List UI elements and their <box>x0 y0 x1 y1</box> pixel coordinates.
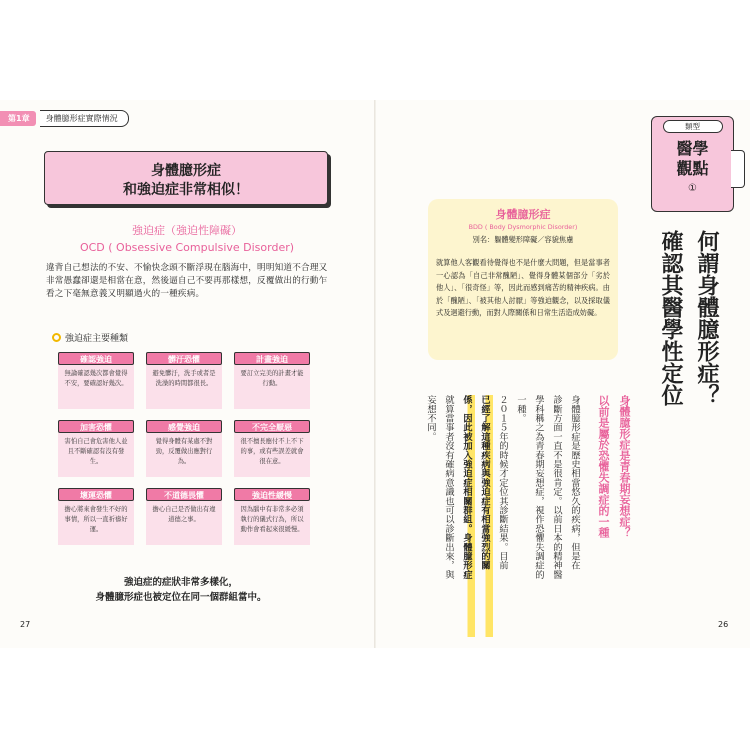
type-card-desc: 要訂立完美的計畫才能行動。 <box>240 370 304 387</box>
type-card-name: 強迫性緩慢 <box>234 488 310 501</box>
conclusion-line-2: 身體臆形症也被定位在同一個群組當中。 <box>95 592 267 603</box>
type-card <box>234 352 310 409</box>
subtitle-line-1: 身體臆形症是青春期妄想症？ <box>618 395 631 538</box>
type-card-desc: 無論確認幾次都會覺得不安，要確認好幾次。 <box>64 370 128 387</box>
conclusion-line-1: 強迫症的症狀非常多樣化， <box>123 577 238 588</box>
type-card-name: 髒汙恐懼 <box>146 352 222 365</box>
body-column-highlight: 係，因此被加入強迫症相關群組。身體臆形症 <box>458 395 475 637</box>
type-badge-label: 類型 <box>663 120 723 133</box>
type-card <box>58 488 134 545</box>
ocd-title-zh: 強迫症（強迫性障礙） <box>132 224 242 237</box>
subtitle-line-2: 以前是屬於恐懼失調症的一種 <box>597 395 610 538</box>
type-badge <box>651 116 734 212</box>
ocd-title-en: OCD ( Obsessive Compulsive Disorder) <box>79 241 295 254</box>
bdd-definition-box <box>428 199 618 360</box>
headline-line-2: 和強迫症非常相似！ <box>123 182 249 198</box>
type-card-name: 壞運恐懼 <box>58 488 134 501</box>
type-badge-line-2: 觀點 <box>676 159 709 178</box>
type-card-name: 不完全厭惡 <box>234 420 310 433</box>
type-card <box>58 420 134 477</box>
ocd-description: 違背自己想法的不安、不愉快念頭不斷浮現在腦海中，明明知道不合理又非常愚蠢卻還是相當在意，然後逼自己不要再那樣想，反覆做出的行動乍看之下毫無意義又明顯過火的一種疾病。 <box>46 263 328 299</box>
type-card-desc: 擔心自己是否做出有違道德之事。 <box>152 506 216 523</box>
type-card-desc: 因為腦中有非常多必須執行的儀式行為，所以動作會看起來很緩慢。 <box>240 506 304 533</box>
chapter-title: 身體臆形症實際情況 <box>40 110 129 127</box>
page-tab-strip <box>731 150 745 188</box>
body-column: 妄想不同。 <box>425 395 436 441</box>
type-card-desc: 避免髒汙，洗手或者是洗澡的時間都很長。 <box>152 370 216 387</box>
type-badge-number: ① <box>688 183 697 194</box>
type-card <box>146 420 222 477</box>
headline-line-1: 身體臆形症 <box>151 163 221 179</box>
type-card-name: 計畫強迫 <box>234 352 310 365</box>
ocd-title <box>30 222 344 256</box>
type-card-desc: 很不擅長應付不上不下的事，或有些誤差就會很在意。 <box>240 438 304 465</box>
body-column: ２０１５年的時候才定位其診斷結果。目前 <box>497 395 508 570</box>
book-gutter <box>374 100 376 648</box>
body-column: 就算當事者沒有確病意識也可以診斷出來，與 <box>443 395 454 579</box>
main-title-line-1: 何謂身體臆形症？ <box>694 230 719 406</box>
body-column: 診斷方面一直不是很肯定。以前日本的精神醫 <box>551 395 562 579</box>
type-card <box>58 352 134 409</box>
conclusion <box>56 575 306 605</box>
bdd-english: BDD ( Body Dysmorphic Disorder) <box>468 223 578 231</box>
bdd-title: 身體臆形症 <box>495 208 551 221</box>
types-heading-text: 強迫症主要種類 <box>65 334 129 344</box>
bdd-alias: 別名：軀體變形障礙／容貌焦慮 <box>472 235 574 244</box>
types-heading <box>52 331 128 344</box>
type-card <box>234 420 310 477</box>
headline-box <box>44 151 328 205</box>
body-column-highlight: 已經了解這種疾病與強迫症有相當強烈的關 <box>476 395 493 637</box>
body-column: 學科稱之為青春期妄想症，視作恐懼失調症的 <box>533 395 544 579</box>
type-badge-line-1: 醫學 <box>676 139 709 158</box>
body-column: 身體臆形症是歷史相當悠久的疾病，但是在 <box>569 395 580 570</box>
bdd-body: 就算他人客觀看待覺得也不是什麼大問題，但是當事者一心認為「自己非常醜陋」、覺得身體某個部分「劣於他人」、「很奇怪」等，因此而感到痛苦的精神疾病。由於「醜陋」、「被其他人討厭」等強迫觀念，以及採取儀式及迴避行動，而對人際關係和日常生活造成妨礙。 <box>436 258 610 318</box>
type-card-name: 確認強迫 <box>58 352 134 365</box>
type-card-desc: 擔心將來會發生不好的事情，所以一直祈禱好運。 <box>64 506 128 533</box>
type-card <box>146 352 222 409</box>
type-card-desc: 害怕自己會危害他人並且不斷確認有沒有發生。 <box>64 438 128 465</box>
main-title-line-2: 確認其醫學性定位 <box>658 230 683 406</box>
chapter-tab: 第1章 <box>0 111 36 126</box>
type-card <box>146 488 222 545</box>
page-number-right: 26 <box>718 620 729 629</box>
type-card-name: 不道德畏懼 <box>146 488 222 501</box>
body-column: 一種。 <box>515 395 526 423</box>
circle-bullet-icon <box>52 333 61 342</box>
type-card-desc: 覺得身體有某處不對勁，反覆做出應對行為。 <box>155 438 213 465</box>
type-card-name: 感覺強迫 <box>146 420 222 433</box>
type-card <box>234 488 310 545</box>
page-number-left: 27 <box>20 620 31 629</box>
chapter-header <box>0 110 129 126</box>
type-card-name: 加害恐懼 <box>58 420 134 433</box>
